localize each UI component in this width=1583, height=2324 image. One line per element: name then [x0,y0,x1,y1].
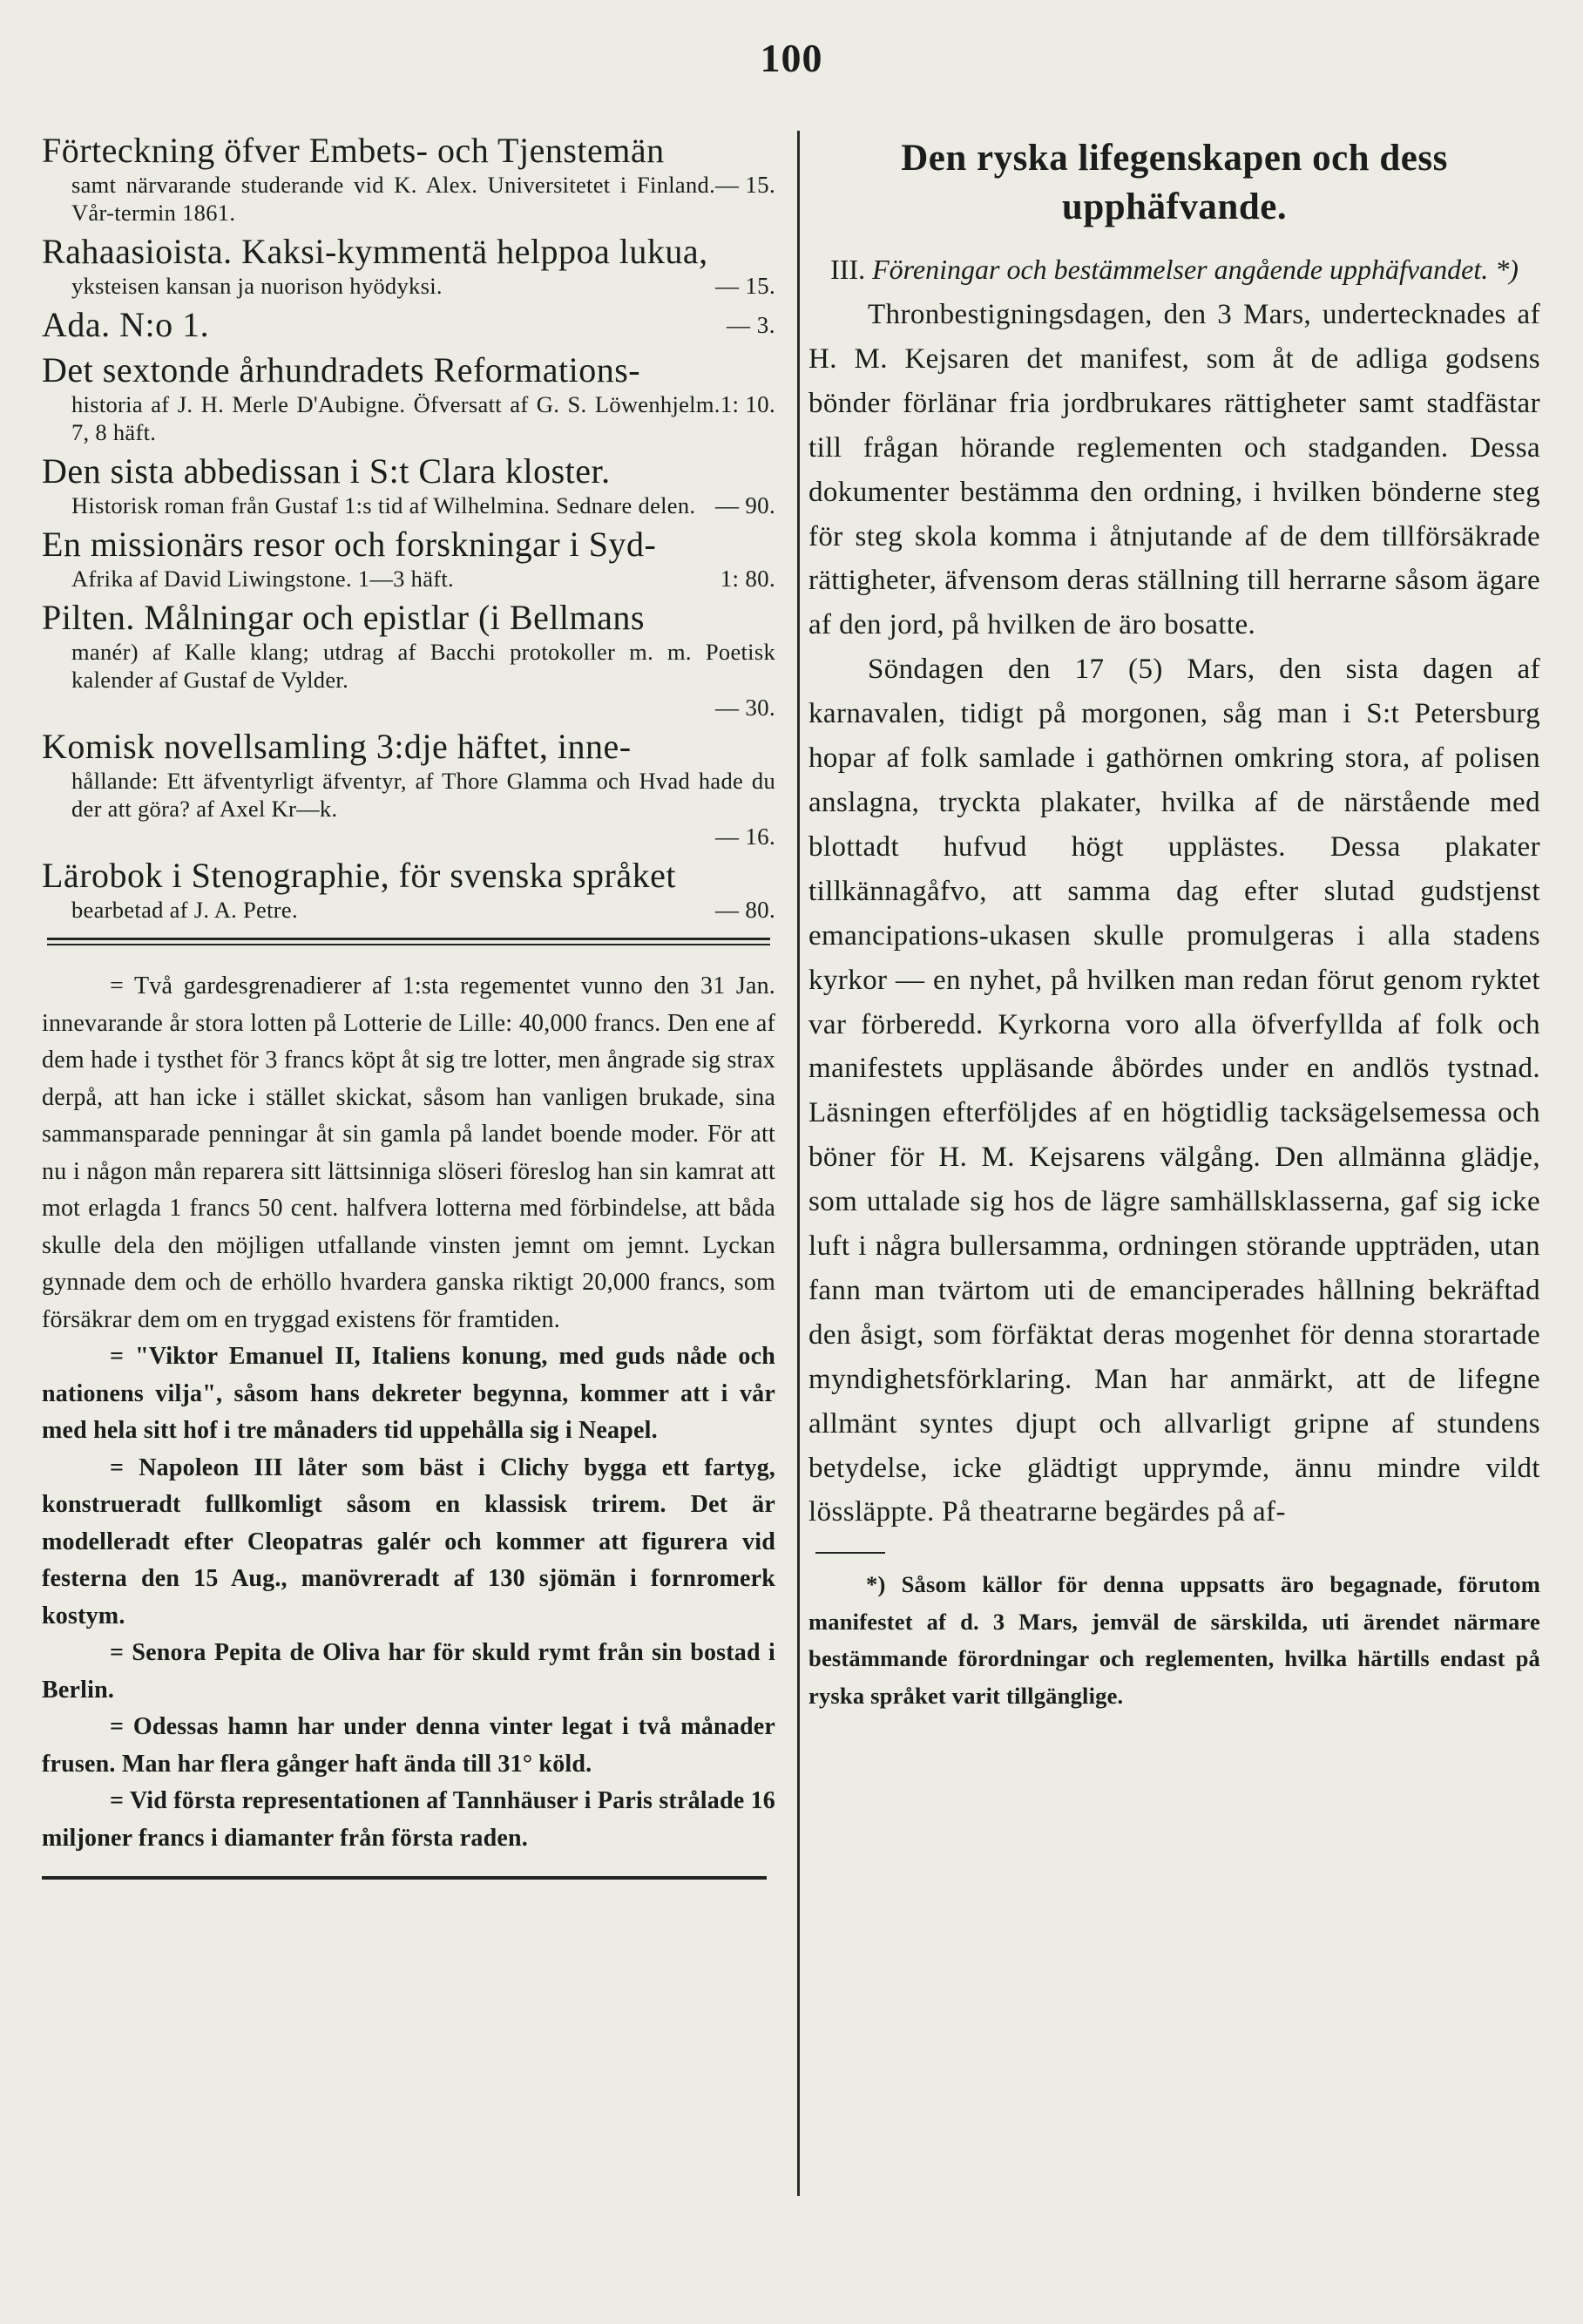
ad-item [42,232,775,300]
news-item: = Napoleon III låter som bäst i Clichy bygga ett fartyg, konstrueradt fullkomligt såsom en klassisk trirem. Det är modelleradt efter Cleopatras galér och kommer att figurera vid festerna den 15 Aug., manövreradt af 130 sjömän i fornromerk kostym. [42,1453,775,1630]
ad-item [42,305,775,345]
section-divider [47,938,770,945]
ad-title: Pilten. Målningar och epistlar (i Bellmans [42,598,645,637]
article-paragraph: Thronbestigningsdagen, den 3 Mars, undertecknades af H. M. Kejsaren det manifest, som åt de adliga godsens bönder förlänar fria jordbrukares rättigheter samt stadfästar till frågan hörande reglementen och stadganden. Dessa dokumenter bestämma den ordning, i hvilken bönderne steg för steg skola komma i åtnjutande af de dem tillförsäkrade rättigheter, äfvensom deras ställning till herrarne såsom ägare af den jord, på hvilken de äro bosatte. [808,299,1540,641]
ad-price: — 15. [715,172,775,198]
ad-title: Förteckning öfver Embets- och Tjenstemän [42,131,665,170]
ad-price: — 15. [715,273,775,299]
section-heading [808,251,1540,288]
advertisement-list [42,131,775,924]
ad-item [42,525,775,593]
ad-title: Komisk novellsamling 3:dje häftet, inne- [42,727,632,766]
column-divider [797,131,800,2196]
ad-item [42,598,775,722]
section-number: III. [830,254,866,285]
news-item: = "Viktor Emanuel II, Italiens konung, med guds nåde och nationens vilja", såsom hans dekreter begynna, kommer att i vår med hela sitt hof i tre månaders tid uppehålla sig i Neapel. [42,1343,775,1444]
ad-title: Rahaasioista. Kaksi-kymmentä helppoa lukua, [42,232,708,271]
ad-text: hållande: Ett äfventyrligt äfventyr, af Thore Glamma och Hvad hade du der att göra? af Axel Kr—k. [71,768,775,822]
ad-title: Ada. N:o 1. [42,305,210,344]
ad-title: Det sextonde århundradets Reformations- [42,350,641,390]
ad-price: — 30. [715,694,775,721]
left-column [42,131,775,1880]
news-items [42,968,775,1857]
bottom-divider [42,1876,767,1880]
ad-text: yksteisen kansan ja nuorison hyödyksi. [71,273,443,299]
ad-price: — 16. [715,823,775,850]
ad-text: Historisk roman från Gustaf 1:s tid af Wilhelmina. Sednare delen. [71,492,696,518]
page-number: 100 [760,36,823,80]
news-item: = Vid första representationen af Tannhäuser i Paris strålade 16 miljoner francs i diamanter från första raden. [42,1787,775,1852]
ad-text: bearbetad af J. A. Petre. [71,897,298,923]
article-paragraph: Söndagen den 17 (5) Mars, den sista dagen af karnavalen, tidigt på morgonen, såg man i S:t Petersburg hopar af folk samlade i gathörnen omkring stora, af polisen anslagna, tryckta plakater, hvilka af de närstående med blottadt hufvud högt upplästes. Dessa plakater tillkännagåfvo, att samma dag efter slutad gudstjenst emancipations-ukasen skulle promulgeras i alla stadens kyrkor — en nyhet, på hvilken man redan förut genom ryktet var förberedd. Kyrkorna voro alla öfverfyllda af folk och manifestets uppläsande åbördes under en andlös tystnad. Läsningen efterföljdes af en högtidlig tacksägelsemessa och böner för H. M. Kejsarens välgång. Den allmänna glädje, som uttalade sig hos de lägre samhällsklasserna, gaf sig icke luft i några bullersamma, ordningen störande uppträden, utan fann man tvärtom uti de emanciperades hållning bekräftad den åsigt, som förfäktat deras mogenhet för denna storartade myndighetsförklaring. Man har anmärkt, att de lifegne allmänt syntes djupt och allvarligt gripne af stundens betydelse, icke glädtigt upprymde, ännu mindre vildt lössläppte. På theatrarne begärdes på af- [808,654,1540,1528]
ad-price: — 80. [715,897,775,923]
ad-title: En missionärs resor och forskningar i Syd- [42,525,657,564]
ad-item [42,350,775,446]
ad-text: manér) af Kalle klang; utdrag af Bacchi protokoller m. m. Poetisk kalender af Gustaf de Vylder. [71,639,775,693]
footnote: *) Såsom källor för denna uppsatts äro begagnade, förutom manifestet af d. 3 Mars, jemväl de särskilda, uti ärendet närmare bestämmande förordningar och reglementen, hvilka härtills endast på ryska språket varit tillgänglige. [808,1571,1540,1709]
ad-item [42,727,775,850]
right-column [808,131,1540,1714]
ad-item [42,131,775,227]
ad-title: Den sista abbedissan i S:t Clara kloster. [42,451,611,491]
news-item: = Två gardesgrenadierer af 1:sta regementet vunno den 31 Jan. innevarande år stora lotten på Lotterie de Lille: 40,000 francs. Den ene af dem hade i tysthet för 3 francs köpt åt sig tre lotter, men ångrade sig strax derpå, att han icke i stället skickat, såsom han vanligen brukade, sina sammansparade penningar åt sin gamla på landet boende moder. För att nu i någon mån reparera sitt lättsinniga slöseri föreslog han sin kamrat att mot erlagda 1 francs 50 cent. halfvera lotterna med förbindelse, att båda skulle dela den möjligen utfallande vinsten jemnt om jemnt. Lyckan gynnade dem och de erhöllo hvardera ganska riktigt 20,000 francs, som försäkrar dem om en tryggad existens för framtiden. [42,972,775,1333]
article-title: Den ryska lifegenskapen och dess upphäfvande. [901,138,1448,227]
ad-price: 1: 80. [720,566,775,592]
ad-text: samt närvarande studerande vid K. Alex. Universitetet i Finland. Vår-termin 1861. [71,172,715,226]
ad-item [42,451,775,519]
ad-text: Afrika af David Liwingstone. 1—3 häft. [71,566,454,592]
section-title: Föreningar och bestämmelser angående upphäfvandet. *) [872,254,1519,285]
ad-title: Lärobok i Stenographie, för svenska språket [42,856,676,895]
ad-price: 1: 10. [720,391,775,417]
ad-text: historia af J. H. Merle D'Aubigne. Öfversatt af G. S. Löwenhjelm. 7, 8 häft. [71,391,720,445]
ad-price: — 3. [727,312,775,338]
footnote-rule [815,1552,885,1554]
news-item: = Odessas hamn har under denna vinter legat i två månader frusen. Man har flera gånger haft ända till 31° köld. [42,1713,775,1778]
news-item: = Senora Pepita de Oliva har för skuld rymt från sin bostad i Berlin. [42,1639,775,1704]
ad-price: — 90. [715,492,775,518]
ad-item [42,856,775,924]
